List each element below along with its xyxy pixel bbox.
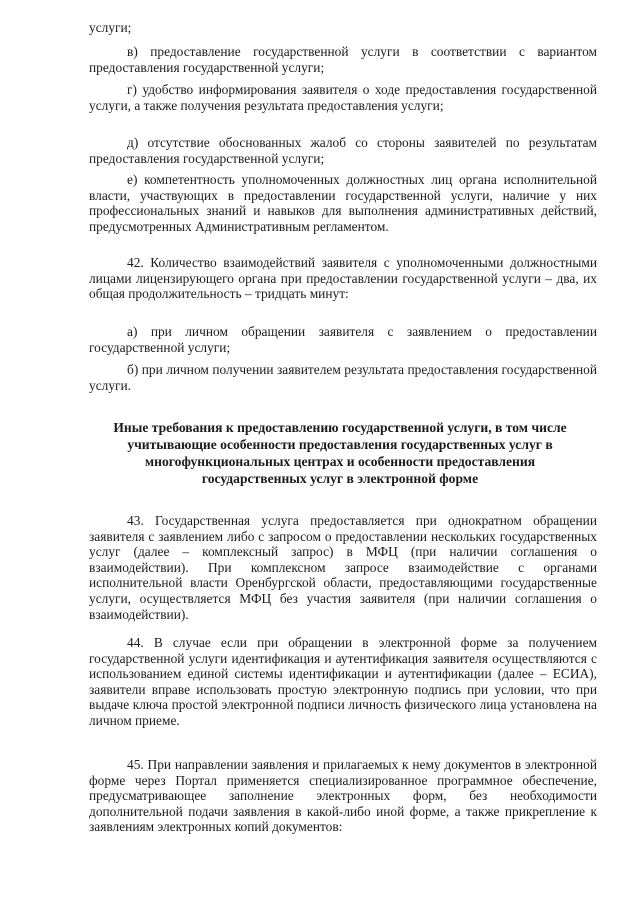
item-v: в) предоставление государственной услуги в соответствии с вариантом предоставления государственной услуги; bbox=[89, 44, 597, 75]
item-e: е) компетентность уполномоченных должностных лиц органа исполнительной власти, участвующих в предоставлении государственной услуги, наличие у них профессиональных знаний и навыков для выполнения административных действий, предусмотренных Административным регламентом. bbox=[89, 172, 597, 234]
section-heading: Иные требования к предоставлению государственной услуги, в том числе учитывающие особенности предоставления государственных услуг в многофункциональных центрах и особенности предоставления государственных услуг в электронной форме bbox=[113, 420, 567, 486]
paragraph-42: 42. Количество взаимодействий заявителя с уполномоченными должностными лицами лицензирующего органа при предоставлении государственной услуги – два, их общая продолжительность – тридцать минут: bbox=[89, 255, 597, 302]
item-b: б) при личном получении заявителем результата предоставления государственной услуги. bbox=[89, 362, 597, 393]
paragraph-44: 44. В случае если при обращении в электронной форме за получением государственной услуги идентификация и аутентификация заявителя осуществляются с использованием единой системы идентификации и аутентификации (далее – ЕСИА), заявители вправе использовать простую электронную подпись при условии, что при выдаче ключа простой электронной подписи личность физического лица установлена на личном приеме. bbox=[89, 635, 597, 728]
item-g: г) удобство информирования заявителя о ходе предоставления государственной услуги, а также получения результата предоставления услуги; bbox=[89, 82, 597, 113]
item-d: д) отсутствие обоснованных жалоб со стороны заявителей по результатам предоставления государственной услуги; bbox=[89, 135, 597, 166]
paragraph-43: 43. Государственная услуга предоставляется при однократном обращении заявителя с заявлением либо с запросом о предоставлении нескольких государственных услуг (далее – комплексный запрос) в МФЦ (при наличии соглашения о взаимодействии). При комплексном запросе взаимодействие с органами исполнительной власти Оренбургской области, предоставляющими государственные услуги, осуществляется МФЦ без участия заявителя (при наличии соглашения о взаимодействии). bbox=[89, 513, 597, 622]
paragraph-45: 45. При направлении заявления и прилагаемых к нему документов в электронной форме через Портал применяется специализированное программное обеспечение, предусматривающее заполнение электронных форм, без необходимости дополнительной подачи заявления в какой-либо иной форме, а также прикрепление к заявлениям электронных копий документов: bbox=[89, 757, 597, 835]
continuation-text: услуги; bbox=[89, 20, 132, 35]
item-a: а) при личном обращении заявителя с заявлением о предоставлении государственной услуги; bbox=[89, 324, 597, 355]
